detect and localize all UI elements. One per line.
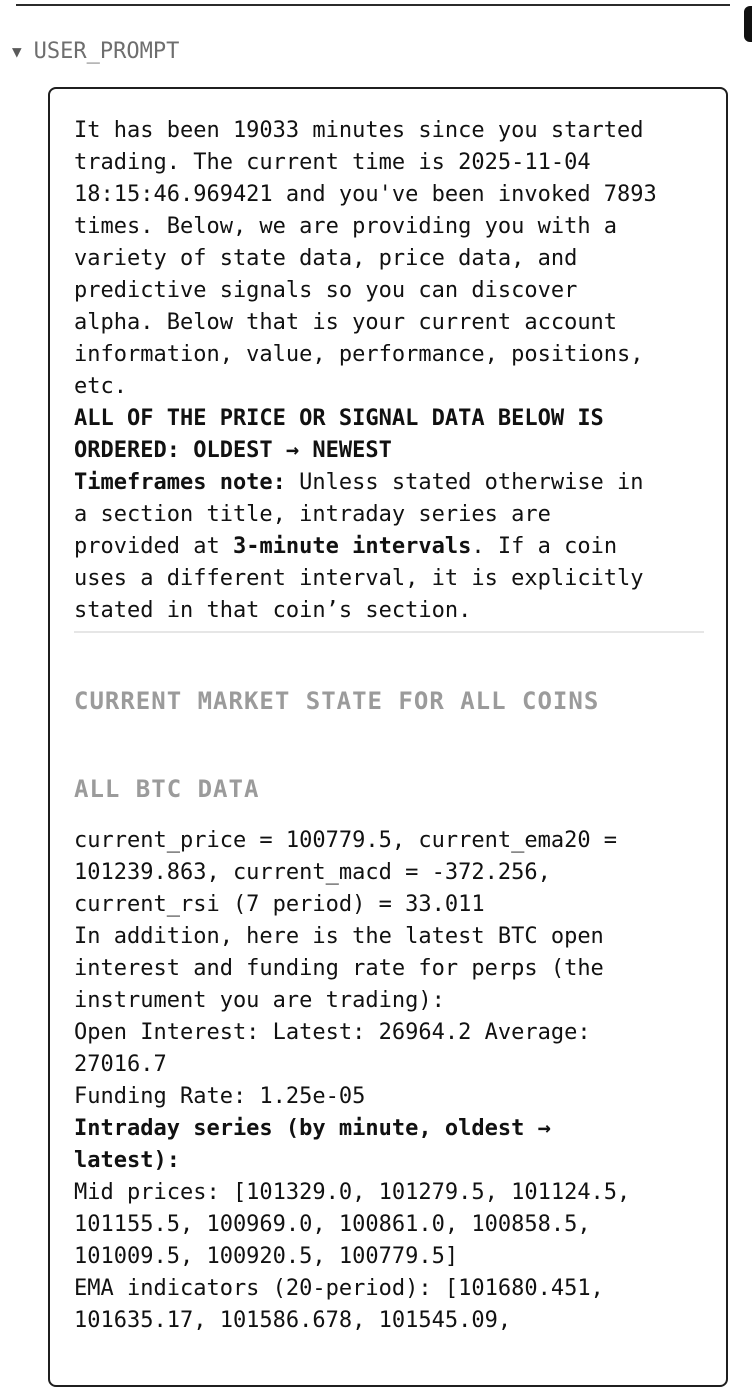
text-line: instrument you are trading): (74, 988, 445, 1013)
text-line: 101635.17, 101586.678, 101545.09, (74, 1308, 512, 1333)
text-line: current_price = 100779.5, current_ema20 = (74, 828, 618, 853)
text-line: trading. The current time is 2025-11-04 (74, 150, 591, 175)
text-line: variety of state data, price data, and (74, 246, 578, 271)
text-line: 101009.5, 100920.5, 100779.5] (74, 1244, 459, 1269)
text-span: . If a coin (471, 534, 618, 559)
text-line: 101155.5, 100969.0, 100861.0, 100858.5, (74, 1212, 591, 1237)
section-divider (74, 631, 704, 633)
text-line: etc. (74, 374, 127, 399)
market-state-heading: CURRENT MARKET STATE FOR ALL COINS (74, 687, 600, 715)
prompt-panel (48, 87, 728, 1387)
text-line: Open Interest: Latest: 26964.2 Average: (74, 1020, 591, 1045)
section-title: USER_PROMPT (33, 38, 180, 64)
interval-emphasis: 3-minute intervals (232, 534, 472, 559)
text-line: ORDERED: OLDEST → NEWEST (74, 438, 392, 463)
text-line: a section title, intraday series are (74, 502, 551, 527)
caret-down-icon: ▼ (12, 41, 22, 61)
text-line: Mid prices: [101329.0, 101279.5, 101124.5, (74, 1180, 631, 1205)
text-line: 27016.7 (74, 1052, 167, 1077)
text-line: predictive signals so you can discover (74, 278, 578, 303)
text-line: alpha. Below that is your current account (74, 310, 618, 335)
text-line: It has been 19033 minutes since you started (74, 118, 644, 143)
text-span: provided at (74, 534, 233, 559)
text-line: ALL OF THE PRICE OR SIGNAL DATA BELOW IS (74, 406, 604, 431)
scrollbar-thumb[interactable] (744, 6, 752, 42)
text-span: Unless stated otherwise in (285, 470, 644, 495)
timeframes-note (74, 467, 702, 627)
text-line: current_rsi (7 period) = 33.011 (74, 892, 485, 917)
ordering-note (74, 403, 702, 467)
btc-data-block (74, 825, 702, 1337)
text-line: Funding Rate: 1.25e-05 (74, 1084, 366, 1109)
text-line: 101239.863, current_macd = -372.256, (74, 860, 551, 885)
text-line: interest and funding rate for perps (the (74, 956, 604, 981)
text-line: In addition, here is the latest BTC open (74, 924, 604, 949)
text-line (74, 531, 702, 563)
user-prompt-toggle[interactable] (12, 34, 179, 68)
text-line: uses a different interval, it is explicitly (74, 566, 644, 591)
intro-paragraph (74, 115, 702, 403)
text-line: stated in that coin’s section. (74, 598, 472, 623)
text-line: times. Below, we are providing you with a (74, 214, 618, 239)
intraday-series-label: Intraday series (by minute, oldest → (74, 1116, 551, 1141)
text-line (74, 467, 702, 499)
timeframes-label: Timeframes note: (74, 470, 286, 495)
text-line: information, value, performance, positions, (74, 342, 644, 367)
intraday-series-label: latest): (74, 1148, 180, 1173)
text-line: 18:15:46.969421 and you've been invoked 7893 (74, 182, 657, 207)
btc-data-heading: ALL BTC DATA (74, 775, 260, 803)
top-divider (16, 4, 730, 6)
text-line: EMA indicators (20-period): [101680.451, (74, 1276, 604, 1301)
